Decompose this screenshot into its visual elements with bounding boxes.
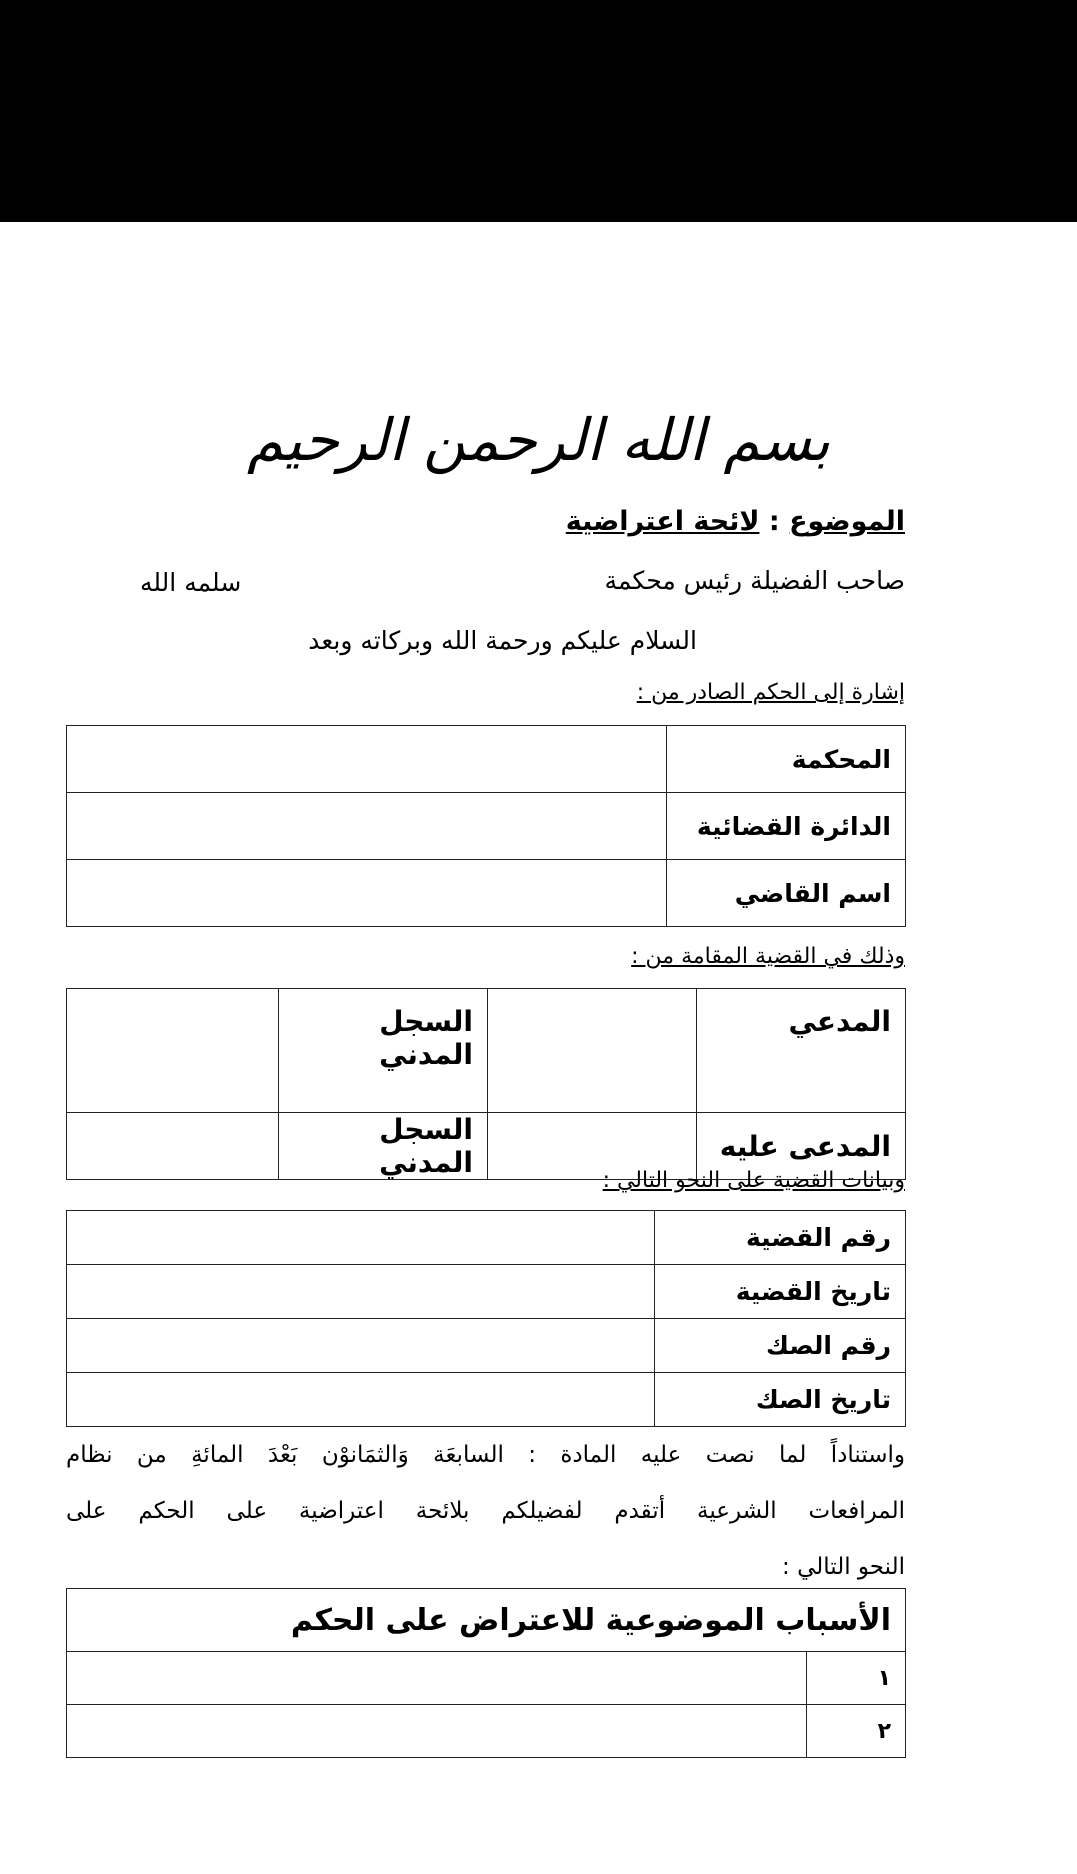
judgment-source-table <box>66 725 906 927</box>
table-row <box>67 860 906 927</box>
deed-date-label-cell <box>655 1373 906 1427</box>
table-row <box>67 793 906 860</box>
greeting: السلام عليكم ورحمة الله وبركاته وبعد <box>308 626 697 655</box>
recipient-line: صاحب الفضيلة رئيس محكمة <box>604 566 905 595</box>
deed-number-value-cell[interactable] <box>67 1319 655 1373</box>
case-date-label-cell <box>655 1265 906 1319</box>
table-row <box>67 1319 906 1373</box>
subject-label: الموضوع <box>789 506 905 537</box>
plaintiff-label-cell <box>697 989 906 1113</box>
subject-colon: : <box>768 506 780 537</box>
recipient-closing: سلمه الله <box>140 568 242 597</box>
defendant-registry-value-cell[interactable] <box>67 1113 279 1180</box>
case-number-label-cell <box>655 1211 906 1265</box>
plaintiff-value-cell[interactable] <box>488 989 697 1113</box>
section2-heading: وذلك في القضية المقامة من : <box>631 944 905 969</box>
defendant-registry-label: السجل المدني <box>379 1113 473 1179</box>
case-details-table <box>66 1210 906 1427</box>
subject-line <box>566 506 905 537</box>
circuit-label: الدائرة القضائية <box>696 811 891 841</box>
plaintiff-registry-value-cell[interactable] <box>67 989 279 1113</box>
reason-value-cell[interactable] <box>67 1652 807 1705</box>
plaintiff-registry-label: السجل المدني <box>379 1005 473 1071</box>
deed-date-value-cell[interactable] <box>67 1373 655 1427</box>
basmala: بسم الله الرحمن الرحيم <box>247 406 830 474</box>
case-number-label: رقم القضية <box>745 1223 891 1252</box>
defendant-registry-label-cell <box>279 1113 488 1180</box>
reason-value-cell[interactable] <box>67 1705 807 1758</box>
table-row <box>67 726 906 793</box>
circuit-value-cell[interactable] <box>67 793 667 860</box>
reason-number: ٢ <box>807 1705 906 1758</box>
reasons-heading: الأسباب الموضوعية للاعتراض على الحكم <box>67 1589 906 1652</box>
plaintiff-label: المدعي <box>788 1005 891 1038</box>
table-row <box>67 1373 906 1427</box>
section1-heading: إشارة إلى الحكم الصادر من : <box>636 680 905 705</box>
table-header-row <box>67 1589 906 1652</box>
paragraph-line-3: النحو التالي : <box>782 1554 905 1580</box>
judge-value-cell[interactable] <box>67 860 667 927</box>
paragraph-line-2: المرافعات الشرعية أتقدم لفضيلكم بلائحة اعتراضية على الحكم على <box>66 1498 905 1524</box>
case-date-value-cell[interactable] <box>67 1265 655 1319</box>
table-row <box>67 1652 906 1705</box>
parties-table <box>66 988 906 1180</box>
deed-date-label: تاريخ الصك <box>755 1385 891 1414</box>
paragraph-line-1: واستناداً لما نصت عليه المادة : السابعَة وَالثمَانوْن بَعْدَ المائةِ من نظام <box>66 1442 905 1468</box>
deed-number-label: رقم الصك <box>766 1331 891 1360</box>
case-number-value-cell[interactable] <box>67 1211 655 1265</box>
judge-label: اسم القاضي <box>734 878 891 908</box>
defendant-label: المدعى عليه <box>719 1129 891 1163</box>
court-value-cell[interactable] <box>67 726 667 793</box>
section3-heading: وبيانات القضية على النحو التالي : <box>602 1168 905 1193</box>
circuit-label-cell <box>667 793 906 860</box>
court-label-cell <box>667 726 906 793</box>
table-row <box>67 1705 906 1758</box>
subject-value: لائحة اعتراضية <box>565 506 760 537</box>
table-row <box>67 989 906 1113</box>
case-date-label: تاريخ القضية <box>735 1277 891 1306</box>
table-row <box>67 1211 906 1265</box>
deed-number-label-cell <box>655 1319 906 1373</box>
reason-number: ١ <box>807 1652 906 1705</box>
table-row <box>67 1265 906 1319</box>
court-label: المحكمة <box>791 744 891 774</box>
judge-label-cell <box>667 860 906 927</box>
plaintiff-registry-label-cell <box>279 989 488 1113</box>
objection-reasons-table <box>66 1588 906 1758</box>
